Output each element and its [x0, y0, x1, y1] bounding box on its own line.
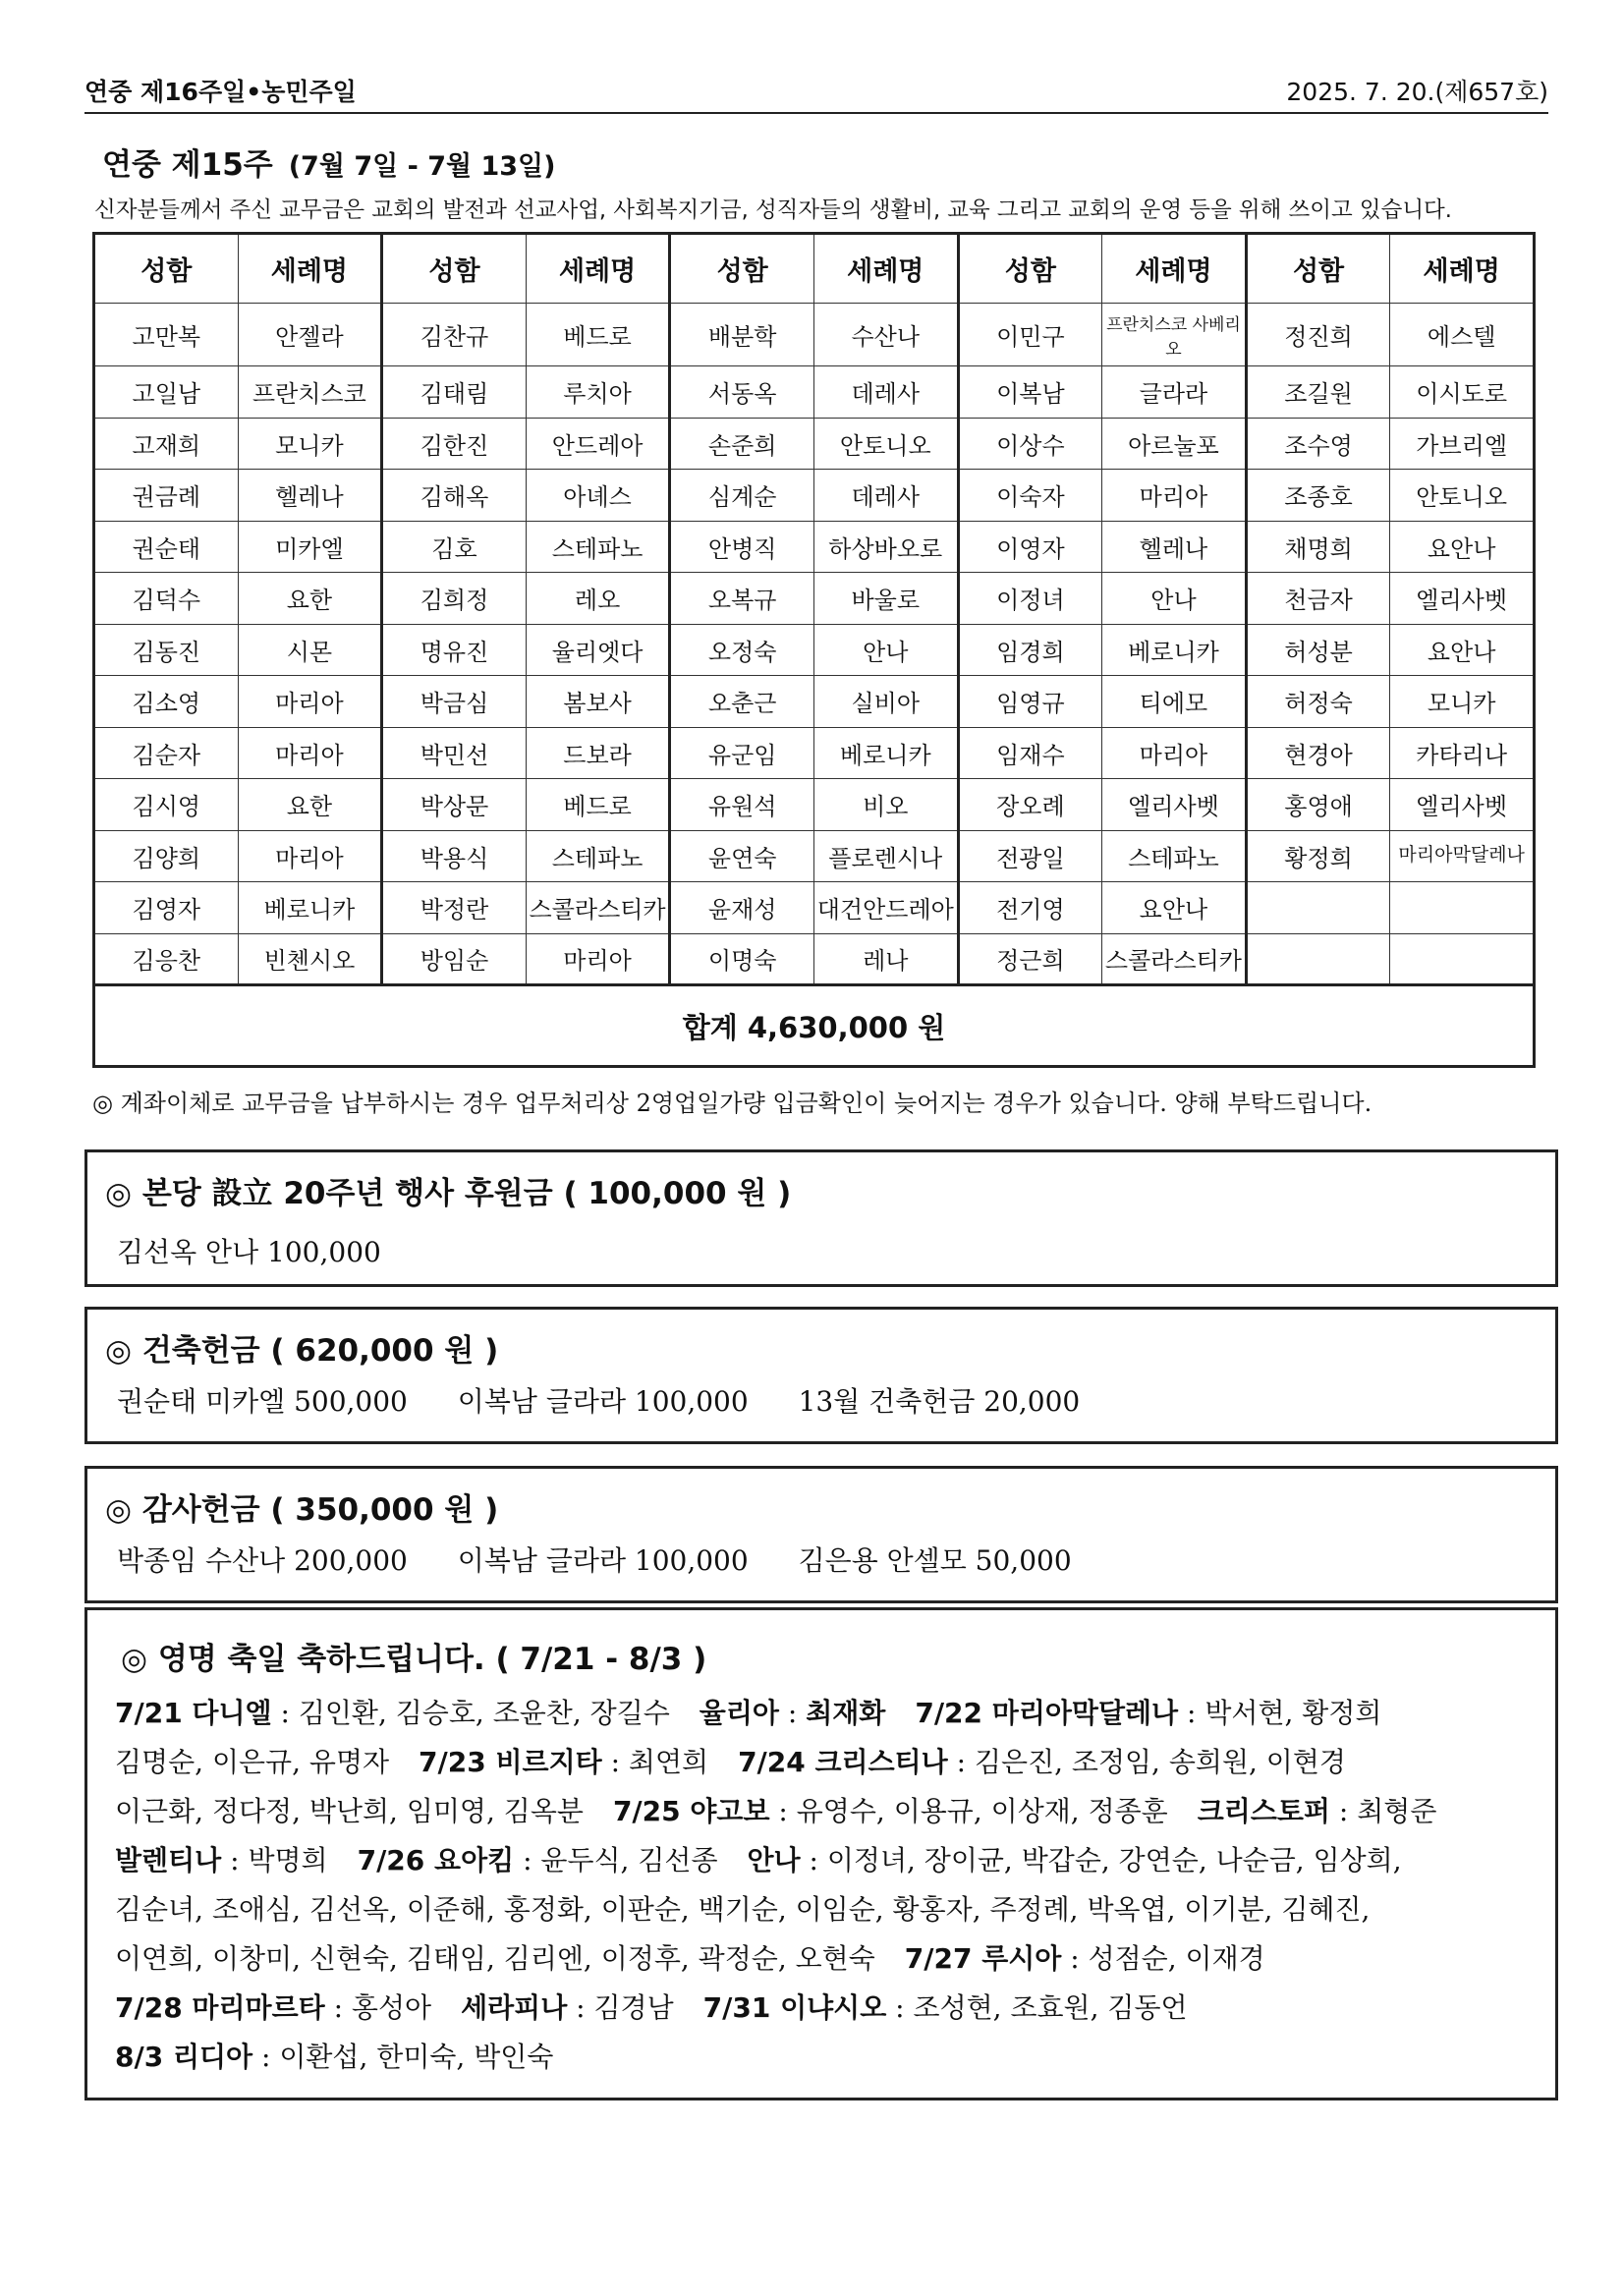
donor-name-cell: 유원석	[670, 779, 814, 831]
total-row	[94, 985, 1535, 1067]
table-row	[94, 727, 1535, 779]
donor-name-cell: 오춘근	[670, 676, 814, 728]
donor-name-cell: 황정희	[1246, 830, 1390, 882]
thanks-offering-box	[84, 1466, 1558, 1603]
baptism-name-cell: 스테파노	[526, 830, 670, 882]
baptism-name-cell: 데레사	[813, 470, 958, 522]
table-row	[94, 933, 1535, 985]
header-name-cell: 성함	[670, 234, 814, 304]
donor-name-cell: 김찬규	[382, 304, 527, 366]
donor-name-cell: 김호	[382, 521, 527, 573]
baptism-name-cell: 베드로	[526, 779, 670, 831]
baptism-name-cell: 모니카	[1390, 676, 1535, 728]
baptism-name-cell	[1390, 933, 1535, 985]
baptism-name-cell: 스콜라스티카	[526, 882, 670, 934]
baptism-name-cell: 비오	[813, 779, 958, 831]
donor-name-cell: 오정숙	[670, 624, 814, 676]
feast-line	[115, 1934, 1540, 1984]
donor-name-cell: 정진희	[1246, 304, 1390, 366]
member-names: : 조성현, 조효원, 김동언	[886, 1991, 1188, 2024]
donor-name-cell: 김시영	[94, 779, 239, 831]
baptism-name-cell: 베로니카	[1102, 624, 1247, 676]
member-names: : 김은진, 조정임, 송희원, 이현경	[947, 1746, 1346, 1778]
member-names: : 이환섭, 한미숙, 박인숙	[252, 2041, 554, 2073]
table-row	[94, 573, 1535, 625]
table-row	[94, 830, 1535, 882]
header-baptism-cell: 세례명	[1102, 234, 1247, 304]
baptism-name-cell: 헬레나	[238, 470, 382, 522]
donor-name-cell: 현경아	[1246, 727, 1390, 779]
donor-name-cell: 오복규	[670, 573, 814, 625]
baptism-name-cell: 엘리사벳	[1102, 779, 1247, 831]
baptism-name-cell: 아르눌포	[1102, 418, 1247, 470]
box-title: ◎ 본당 設立 20주년 행사 후원금 ( 100,000 원 )	[105, 1176, 792, 1211]
baptism-name-cell: 프란치스코 사베리오	[1102, 304, 1247, 366]
baptism-name-cell: 안나	[1102, 573, 1247, 625]
baptism-name-cell: 요안나	[1102, 882, 1247, 934]
member-names: 이연희, 이창미, 신현숙, 김태임, 김리엔, 이정후, 곽정순, 오현숙	[115, 1942, 875, 1975]
donor-name-cell: 고만복	[94, 304, 239, 366]
offering-item: 이복남 글라라 100,000	[457, 1385, 749, 1418]
baptism-name-cell: 베로니카	[813, 727, 958, 779]
feast-line	[115, 1787, 1540, 1836]
baptism-name-cell: 드보라	[526, 727, 670, 779]
donor-name-cell: 박정란	[382, 882, 527, 934]
box-items	[117, 1380, 1121, 1420]
donor-name-cell: 김응찬	[94, 933, 239, 985]
member-names: : 최형준	[1329, 1795, 1437, 1827]
member-names: : 김인환, 김승호, 조윤찬, 장길수	[271, 1697, 670, 1729]
offering-item: 권순태 미카엘 500,000	[117, 1385, 408, 1418]
section-intro: 신자분들께서 주신 교무금은 교회의 발전과 선교사업, 사회복지기금, 성직자들의 생활비, 교육 그리고 교회의 운영 등을 위해 쓰이고 있습니다.	[94, 197, 1452, 223]
table-row	[94, 676, 1535, 728]
baptism-name-cell: 스테파노	[526, 521, 670, 573]
baptism-name-cell: 안토니오	[813, 418, 958, 470]
baptism-name-cell: 시몬	[238, 624, 382, 676]
member-names: : 성점순, 이재경	[1061, 1942, 1265, 1975]
donor-name-cell: 고재희	[94, 418, 239, 470]
member-names: 이근화, 정다정, 박난희, 임미영, 김옥분	[115, 1795, 584, 1827]
donor-name-cell: 허성분	[1246, 624, 1390, 676]
header-date: 2025. 7. 20.(제657호)	[1286, 78, 1548, 106]
anniversary-offering-box	[84, 1149, 1558, 1287]
building-offering-box	[84, 1307, 1558, 1444]
member-names: : 이정녀, 장이균, 박갑순, 강연순, 나순금, 임상희,	[800, 1844, 1402, 1876]
table-row	[94, 779, 1535, 831]
baptism-name-cell: 엘리사벳	[1390, 779, 1535, 831]
saint-label: 안나	[747, 1844, 801, 1876]
baptism-name-cell: 마리아	[238, 676, 382, 728]
member-names: : 최연희	[601, 1746, 709, 1778]
baptism-name-cell: 베로니카	[238, 882, 382, 934]
donor-name-cell: 김덕수	[94, 573, 239, 625]
header-baptism-cell: 세례명	[813, 234, 958, 304]
donor-name-cell: 홍영애	[1246, 779, 1390, 831]
baptism-name-cell: 글라라	[1102, 366, 1247, 419]
table-row	[94, 366, 1535, 419]
saint-label: 7/21 다니엘	[115, 1697, 272, 1729]
member-names: 김명순, 이은규, 유명자	[115, 1746, 390, 1778]
payment-notice: ◎ 계좌이체로 교무금을 납부하시는 경우 업무처리상 2영업일가량 입금확인이 늦어지는 경우가 있습니다. 양해 부탁드립니다.	[92, 1090, 1372, 1117]
baptism-name-cell: 이시도로	[1390, 366, 1535, 419]
box-title: ◎ 감사헌금 ( 350,000 원 )	[105, 1492, 499, 1528]
baptism-name-cell: 마리아	[238, 727, 382, 779]
baptism-name-cell: 요안나	[1390, 624, 1535, 676]
donor-name-cell: 허정숙	[1246, 676, 1390, 728]
box-items	[117, 1231, 422, 1270]
donor-name-cell: 심계순	[670, 470, 814, 522]
header-name-cell: 성함	[1246, 234, 1390, 304]
header-name-cell: 성함	[958, 234, 1102, 304]
donor-name-cell: 전기영	[958, 882, 1102, 934]
header-baptism-cell: 세례명	[1390, 234, 1535, 304]
donor-name-cell: 손준희	[670, 418, 814, 470]
baptism-name-cell: 수산나	[813, 304, 958, 366]
saint-label: 7/25 야고보	[612, 1795, 770, 1827]
baptism-name-cell: 헬레나	[1102, 521, 1247, 573]
baptism-name-cell: 루치아	[526, 366, 670, 419]
saint-label: 8/3 리디아	[115, 2041, 253, 2073]
donor-name-cell: 임경희	[958, 624, 1102, 676]
saint-label: 최재화	[806, 1697, 886, 1729]
saint-label: 7/31 이냐시오	[702, 1991, 887, 2024]
baptism-name-cell: 안나	[813, 624, 958, 676]
baptism-name-cell: 가브리엘	[1390, 418, 1535, 470]
donor-name-cell: 김양희	[94, 830, 239, 882]
table-row	[94, 470, 1535, 522]
donor-name-cell: 방임순	[382, 933, 527, 985]
donor-name-cell: 이상수	[958, 418, 1102, 470]
total-amount: 합계 4,630,000 원	[94, 985, 1535, 1067]
donor-name-cell: 배분학	[670, 304, 814, 366]
saint-label: 7/22 마리아막달레나	[915, 1697, 1179, 1729]
baptism-name-cell: 마리아	[1102, 470, 1247, 522]
saint-label: 발렌티나	[115, 1844, 222, 1876]
donor-name-cell: 박용식	[382, 830, 527, 882]
member-names: : 박서현, 황정희	[1178, 1697, 1382, 1729]
donor-name-cell: 김해옥	[382, 470, 527, 522]
donor-name-cell: 이민구	[958, 304, 1102, 366]
baptism-name-cell: 베드로	[526, 304, 670, 366]
donor-name-cell: 채명희	[1246, 521, 1390, 573]
feast-line	[115, 2033, 1540, 2082]
baptism-name-cell: 마리아막달레나	[1390, 830, 1535, 882]
donor-name-cell: 안병직	[670, 521, 814, 573]
header-title: 연중 제16주일•농민주일	[84, 78, 357, 106]
member-names: : 윤두식, 김선종	[514, 1844, 718, 1876]
box-items	[117, 1540, 1113, 1579]
donor-name-cell: 고일남	[94, 366, 239, 419]
feast-line	[115, 1885, 1540, 1934]
baptism-name-cell: 하상바오로	[813, 521, 958, 573]
table-header-row	[94, 234, 1535, 304]
section-range: (7월 7일 - 7월 13일)	[288, 151, 556, 182]
feast-line	[115, 1836, 1540, 1885]
donor-name-cell: 박금심	[382, 676, 527, 728]
member-names: : 유영수, 이용규, 이상재, 정종훈	[769, 1795, 1168, 1827]
header-baptism-cell: 세례명	[238, 234, 382, 304]
baptism-name-cell: 대건안드레아	[813, 882, 958, 934]
donor-name-cell: 김한진	[382, 418, 527, 470]
donor-name-cell: 장오례	[958, 779, 1102, 831]
saint-label: 7/28 마리마르타	[115, 1991, 325, 2024]
baptism-name-cell: 카타리나	[1390, 727, 1535, 779]
donor-name-cell: 천금자	[1246, 573, 1390, 625]
saint-label: 7/26 요아킴	[357, 1844, 515, 1876]
feast-line	[115, 1689, 1540, 1738]
donor-name-cell: 김태림	[382, 366, 527, 419]
member-names: : 박명희	[221, 1844, 328, 1876]
baptism-name-cell: 바울로	[813, 573, 958, 625]
baptism-name-cell: 안토니오	[1390, 470, 1535, 522]
table-row	[94, 882, 1535, 934]
baptism-name-cell: 레나	[813, 933, 958, 985]
baptism-name-cell: 티에모	[1102, 676, 1247, 728]
donor-name-cell: 김동진	[94, 624, 239, 676]
donor-name-cell: 이숙자	[958, 470, 1102, 522]
baptism-name-cell: 프란치스코	[238, 366, 382, 419]
baptism-name-cell: 미카엘	[238, 521, 382, 573]
donor-name-cell: 임영규	[958, 676, 1102, 728]
baptism-name-cell: 안젤라	[238, 304, 382, 366]
saint-label: 크리스토퍼	[1197, 1795, 1330, 1827]
table-row	[94, 418, 1535, 470]
donor-name-cell: 박민선	[382, 727, 527, 779]
saint-label: 세라피나	[461, 1991, 568, 2024]
baptism-name-cell: 모니카	[238, 418, 382, 470]
feast-lines	[115, 1689, 1540, 2082]
donor-name-cell	[1246, 933, 1390, 985]
table-row	[94, 521, 1535, 573]
box-title: ◎ 건축헌금 ( 620,000 원 )	[105, 1333, 499, 1369]
baptism-name-cell: 스콜라스티카	[1102, 933, 1247, 985]
donor-name-cell: 권금례	[94, 470, 239, 522]
baptism-name-cell	[1390, 882, 1535, 934]
offering-item: 김선옥 안나 100,000	[117, 1236, 381, 1268]
donor-name-cell: 조길원	[1246, 366, 1390, 419]
baptism-name-cell: 엘리사벳	[1390, 573, 1535, 625]
donor-name-cell: 윤재성	[670, 882, 814, 934]
baptism-name-cell: 율리엣다	[526, 624, 670, 676]
donor-name-cell: 이명숙	[670, 933, 814, 985]
offering-item: 13월 건축헌금 20,000	[798, 1385, 1081, 1418]
saint-label: 7/24 크리스티나	[738, 1746, 948, 1778]
section-title	[102, 140, 555, 184]
donor-name-cell: 서동옥	[670, 366, 814, 419]
donor-name-cell: 전광일	[958, 830, 1102, 882]
member-names: 김순녀, 조애심, 김선옥, 이준해, 홍정화, 이판순, 백기순, 이임순, 황홍자, 주정례, 박옥엽, 이기분, 김혜진,	[115, 1893, 1371, 1926]
header-baptism-cell: 세례명	[526, 234, 670, 304]
donor-name-cell: 이영자	[958, 521, 1102, 573]
saint-label: 율리아	[699, 1697, 779, 1729]
baptism-name-cell: 요한	[238, 573, 382, 625]
donor-name-cell: 권순태	[94, 521, 239, 573]
offering-item: 박종임 수산나 200,000	[117, 1544, 408, 1577]
baptism-name-cell: 데레사	[813, 366, 958, 419]
donor-name-cell: 조수영	[1246, 418, 1390, 470]
donor-name-cell: 정근희	[958, 933, 1102, 985]
header-name-cell: 성함	[94, 234, 239, 304]
donor-name-cell: 김소영	[94, 676, 239, 728]
donor-name-cell: 김희정	[382, 573, 527, 625]
member-names: : 홍성아	[324, 1991, 432, 2024]
donor-name-cell: 이복남	[958, 366, 1102, 419]
feast-title: ◎ 영명 축일 축하드립니다. ( 7/21 - 8/3 )	[121, 1642, 707, 1677]
baptism-name-cell: 빈첸시오	[238, 933, 382, 985]
donor-name-cell: 김영자	[94, 882, 239, 934]
feast-line	[115, 1984, 1540, 2033]
donor-name-cell: 이정녀	[958, 573, 1102, 625]
member-names: :	[778, 1697, 807, 1729]
baptism-name-cell: 마리아	[1102, 727, 1247, 779]
offering-item: 이복남 글라라 100,000	[457, 1544, 749, 1577]
donor-table	[92, 232, 1536, 1068]
feast-day-box	[84, 1607, 1558, 2100]
baptism-name-cell: 마리아	[526, 933, 670, 985]
baptism-name-cell: 스테파노	[1102, 830, 1247, 882]
saint-label: 7/27 루시아	[904, 1942, 1062, 1975]
donor-name-cell: 윤연숙	[670, 830, 814, 882]
baptism-name-cell: 요한	[238, 779, 382, 831]
donor-name-cell: 임재수	[958, 727, 1102, 779]
baptism-name-cell: 마리아	[238, 830, 382, 882]
baptism-name-cell: 실비아	[813, 676, 958, 728]
baptism-name-cell: 에스텔	[1390, 304, 1535, 366]
offering-item: 김은용 안셀모 50,000	[798, 1544, 1072, 1577]
donor-name-cell: 명유진	[382, 624, 527, 676]
donor-name-cell	[1246, 882, 1390, 934]
saint-label: 7/23 비르지타	[419, 1746, 602, 1778]
feast-line	[115, 1738, 1540, 1787]
member-names: : 김경남	[567, 1991, 674, 2024]
donor-name-cell: 김순자	[94, 727, 239, 779]
page-header	[84, 69, 1548, 114]
header-name-cell: 성함	[382, 234, 527, 304]
donor-name-cell: 조종호	[1246, 470, 1390, 522]
baptism-name-cell: 플로렌시나	[813, 830, 958, 882]
table-row	[94, 624, 1535, 676]
baptism-name-cell: 아녜스	[526, 470, 670, 522]
baptism-name-cell: 안드레아	[526, 418, 670, 470]
donor-name-cell: 박상문	[382, 779, 527, 831]
baptism-name-cell: 봄보사	[526, 676, 670, 728]
baptism-name-cell: 레오	[526, 573, 670, 625]
baptism-name-cell: 요안나	[1390, 521, 1535, 573]
section-title-text: 연중 제15주	[102, 147, 273, 183]
table-row	[94, 304, 1535, 366]
donor-name-cell: 유군임	[670, 727, 814, 779]
